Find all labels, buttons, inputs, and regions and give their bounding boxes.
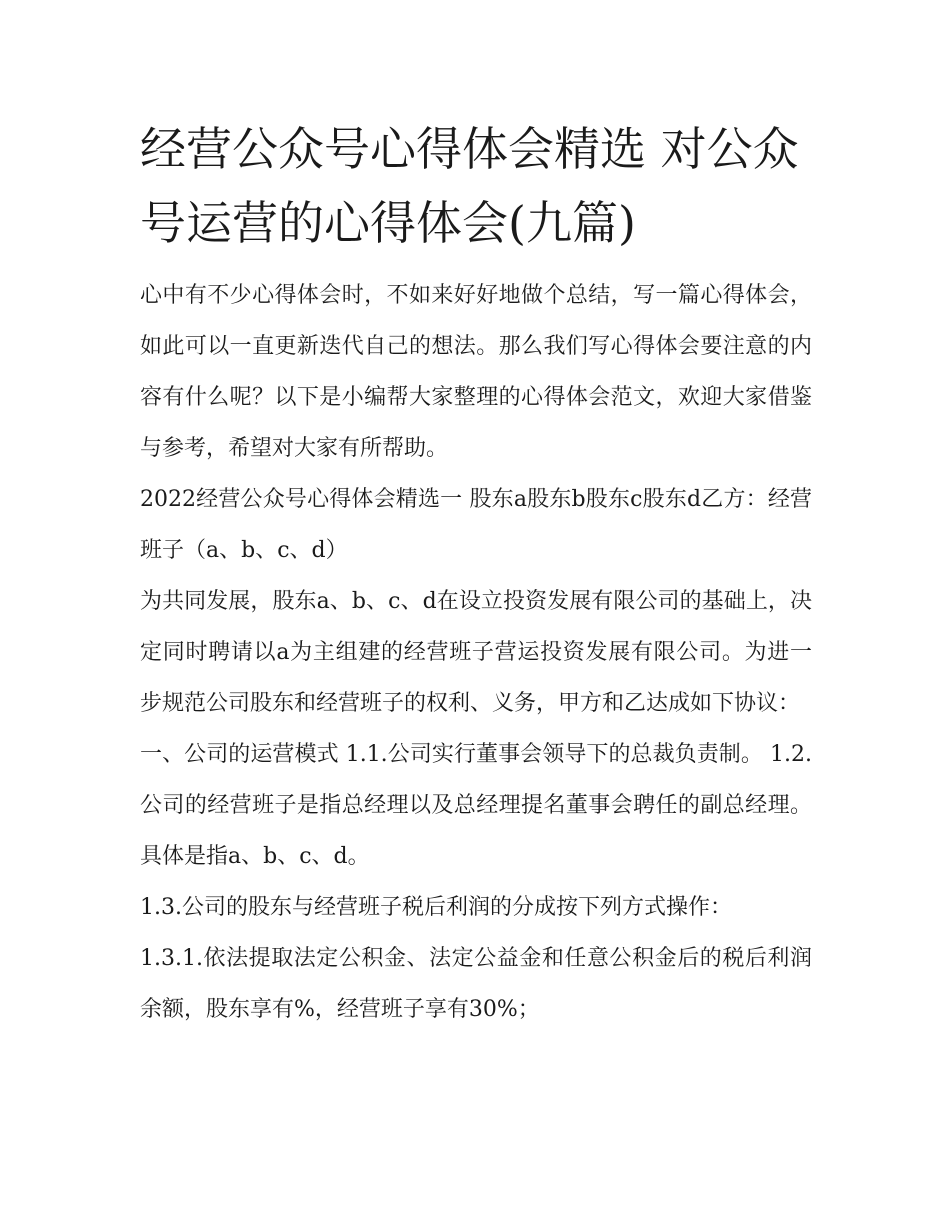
document-title: 经营公众号心得体会精选 对公众号运营的心得体会(九篇)	[140, 122, 799, 250]
operation-mode-paragraph: 一、公司的运营模式 1.1.公司实行董事会领导下的总裁负责制。 1.2.公司的经营班子是指总经理以及总经理提名董事会聘任的副总经理。具体是指a、b、c、d。	[140, 742, 812, 869]
profit-ratio-paragraph: 1.3.1.依法提取法定公积金、法定公益金和任意公积金后的税后利润余额，股东享有%，经营班子享有30%；	[140, 946, 812, 1022]
agreement-purpose-paragraph: 为共同发展，股东a、b、c、d在设立投资发展有限公司的基础上，决定同时聘请以a为主组建的经营班子营运投资发展有限公司。为进一步规范公司股东和经营班子的权利、义务，甲方和乙达成如下协议：	[140, 589, 812, 716]
section-heading-paragraph: 2022经营公众号心得体会精选一 股东a股东b股东c股东d乙方：经营班子（a、b、c、d）	[140, 487, 812, 563]
intro-paragraph: 心中有不少心得体会时，不如来好好地做个总结，写一篇心得体会，如此可以一直更新迭代自己的想法。那么我们写心得体会要注意的内容有什么呢？以下是小编帮大家整理的心得体会范文，欢迎大家借鉴与参考，希望对大家有所帮助。	[140, 283, 812, 461]
profit-sharing-paragraph: 1.3.公司的股东与经营班子税后利润的分成按下列方式操作：	[140, 895, 732, 920]
document-page	[140, 112, 812, 1035]
